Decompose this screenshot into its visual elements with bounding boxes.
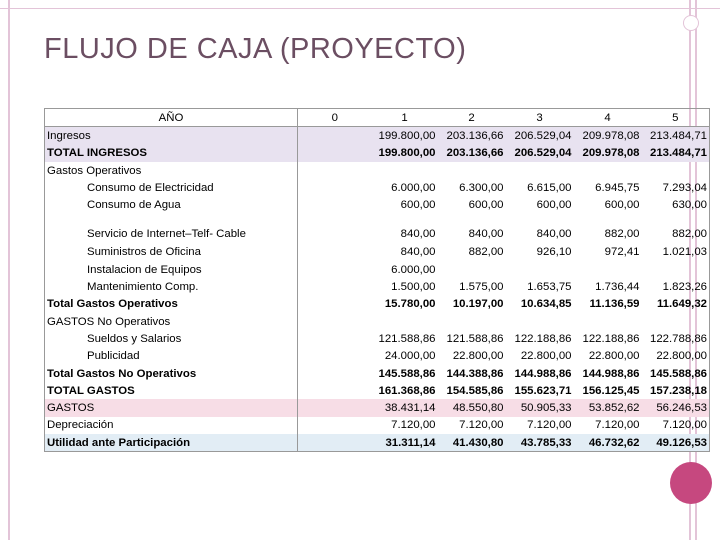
table-row — [45, 196, 710, 213]
row-value-year-5: 49.126,53 — [642, 434, 710, 452]
table-row — [45, 296, 710, 313]
row-value-year-4: 11.136,59 — [589, 298, 640, 311]
row-value-year-3: 10.634,85 — [520, 298, 572, 311]
row-value-year-1: 38.431,14 — [372, 399, 438, 416]
row-value-year-3: 926,10 — [536, 246, 572, 259]
row-label: Publicidad — [45, 348, 298, 365]
row-value-year-1: 600,00 — [400, 199, 436, 212]
row-value-year-2 — [438, 313, 506, 330]
row-value-year-1: 1.500,00 — [391, 281, 436, 294]
row-label: Servicio de Internet–Telf- Cable — [45, 214, 298, 244]
row-year-0-value — [298, 417, 372, 434]
row-value-year-1: 199.800,00 — [372, 127, 438, 145]
row-value-year-3: 6.615,00 — [527, 181, 572, 194]
row-value-year-3 — [506, 162, 574, 179]
row-value-year-5: 1.823,26 — [642, 278, 710, 295]
row-value-year-4: 209.978,08 — [574, 127, 642, 145]
row-value-year-2: 144.388,86 — [446, 367, 504, 380]
row-value-year-2: 203.136,66 — [438, 145, 506, 162]
row-value-year-4: 882,00 — [604, 227, 640, 240]
row-year-0-value — [298, 145, 372, 162]
row-year-0-value — [298, 179, 372, 196]
row-label: Instalacion de Equipos — [45, 261, 298, 278]
row-year-0-value — [298, 278, 372, 295]
frame-top-line — [0, 8, 720, 9]
table-row — [45, 244, 710, 261]
row-value-year-5: 213.484,71 — [642, 127, 710, 145]
row-year-0-value — [298, 214, 372, 244]
row-value-year-5: 22.800,00 — [642, 348, 710, 365]
table-row — [45, 348, 710, 365]
row-value-year-1: 161.368,86 — [378, 384, 436, 397]
row-value-year-3: 50.905,33 — [506, 399, 574, 416]
header-year-1: 1 — [372, 109, 438, 127]
row-label: TOTAL INGRESOS — [45, 145, 298, 162]
row-value-year-4: 600,00 — [604, 199, 640, 212]
decorative-ring — [683, 15, 699, 31]
row-value-year-2: 882,00 — [468, 246, 504, 259]
row-value-year-1: 199.800,00 — [372, 145, 438, 162]
header-year-3: 3 — [506, 109, 574, 127]
row-label: Mantenimiento Comp. — [45, 278, 298, 295]
table-row — [45, 127, 710, 145]
row-value-year-2: 1.575,00 — [459, 281, 504, 294]
row-value-year-1: 6.000,00 — [391, 181, 436, 194]
row-label: Depreciación — [45, 417, 298, 434]
row-value-year-1: 7.120,00 — [391, 419, 436, 432]
row-value-year-4: 7.120,00 — [595, 419, 640, 432]
row-value-year-5: 122.788,86 — [642, 330, 710, 347]
header-year-4: 4 — [574, 109, 642, 127]
table-row — [45, 278, 710, 295]
row-value-year-2: 600,00 — [468, 199, 504, 212]
row-year-0-value — [298, 313, 372, 330]
row-value-year-2: 22.800,00 — [452, 350, 504, 363]
row-value-year-1: 121.588,86 — [378, 332, 436, 345]
header-year-0: 0 — [298, 109, 372, 127]
row-year-0-value — [298, 399, 372, 416]
row-value-year-3: 1.653,75 — [527, 281, 572, 294]
row-value-year-4: 144.988,86 — [582, 367, 640, 380]
table-row — [45, 313, 710, 330]
row-value-year-4: 22.800,00 — [588, 350, 640, 363]
row-value-year-1: 31.311,14 — [372, 434, 438, 452]
row-value-year-2: 41.430,80 — [438, 434, 506, 452]
row-year-0-value — [298, 244, 372, 261]
row-value-year-3 — [506, 313, 574, 330]
header-year-2: 2 — [438, 109, 506, 127]
row-label: TOTAL GASTOS — [45, 382, 298, 399]
row-year-0-value — [298, 162, 372, 179]
row-value-year-5 — [642, 313, 710, 330]
row-value-year-3: 43.785,33 — [506, 434, 574, 452]
row-value-year-5: 882,00 — [642, 214, 710, 244]
row-value-year-3: 600,00 — [536, 199, 572, 212]
row-value-year-5 — [642, 261, 710, 278]
row-label: Gastos Operativos — [45, 162, 298, 179]
page-title: FLUJO DE CAJA (PROYECTO) — [44, 33, 467, 65]
row-value-year-5: 11.649,32 — [642, 296, 710, 313]
row-value-year-5: 213.484,71 — [642, 145, 710, 162]
table-row — [45, 399, 710, 416]
row-value-year-3: 155.623,71 — [514, 384, 572, 397]
row-value-year-2: 10.197,00 — [452, 298, 504, 311]
row-year-0-value — [298, 296, 372, 313]
row-value-year-4 — [574, 162, 642, 179]
header-year-label: AÑO — [45, 109, 298, 127]
row-value-year-5: 157.238,18 — [642, 382, 710, 399]
table-header-row — [45, 109, 710, 127]
row-value-year-5: 1.021,03 — [642, 244, 710, 261]
table-row — [45, 145, 710, 162]
row-value-year-1 — [372, 313, 438, 330]
row-label: GASTOS No Operativos — [45, 313, 298, 330]
row-value-year-1: 15.780,00 — [384, 298, 436, 311]
row-value-year-1: 145.588,86 — [378, 367, 436, 380]
table-row — [45, 365, 710, 382]
row-value-year-3: 206.529,04 — [506, 127, 574, 145]
row-value-year-5: 7.120,00 — [642, 417, 710, 434]
row-label: Consumo de Electricidad — [45, 179, 298, 196]
row-label: Total Gastos Operativos — [45, 296, 298, 313]
row-value-year-4: 209.978,08 — [574, 145, 642, 162]
row-value-year-3: 22.800,00 — [520, 350, 572, 363]
row-year-0-value — [298, 365, 372, 382]
row-value-year-2: 154.585,86 — [446, 384, 504, 397]
row-value-year-3: 206.529,04 — [506, 145, 574, 162]
row-value-year-1: 24.000,00 — [384, 350, 436, 363]
row-year-0-value — [298, 434, 372, 452]
row-value-year-2: 7.120,00 — [459, 419, 504, 432]
row-label: Ingresos — [45, 127, 298, 145]
row-value-year-3: 122.188,86 — [514, 332, 572, 345]
row-year-0-value — [298, 382, 372, 399]
row-value-year-5: 56.246,53 — [642, 399, 710, 416]
table-row — [45, 179, 710, 196]
table-row — [45, 434, 710, 452]
row-value-year-4: 972,41 — [604, 246, 640, 259]
table-row — [45, 214, 710, 244]
row-value-year-3: 7.120,00 — [527, 419, 572, 432]
row-label: Utilidad ante Participación — [45, 434, 298, 452]
row-value-year-4: 122.188,86 — [582, 332, 640, 345]
row-value-year-1: 840,00 — [400, 246, 436, 259]
row-value-year-4: 53.852,62 — [574, 399, 642, 416]
row-label: Total Gastos No Operativos — [45, 365, 298, 382]
header-year-5: 5 — [642, 109, 710, 127]
row-value-year-1: 6.000,00 — [391, 263, 436, 276]
row-value-year-3 — [506, 261, 574, 278]
row-value-year-5: 7.293,04 — [642, 179, 710, 196]
row-label: Suministros de Oficina — [45, 244, 298, 261]
row-value-year-5: 145.588,86 — [642, 365, 710, 382]
row-value-year-1: 840,00 — [400, 227, 436, 240]
row-value-year-2 — [438, 162, 506, 179]
decorative-dot — [670, 462, 712, 504]
row-label: Sueldos y Salarios — [45, 330, 298, 347]
table-row — [45, 162, 710, 179]
row-value-year-2 — [438, 261, 506, 278]
row-label: Consumo de Agua — [45, 196, 298, 213]
table-row — [45, 330, 710, 347]
row-year-0-value — [298, 261, 372, 278]
table-row — [45, 417, 710, 434]
row-value-year-2: 203.136,66 — [438, 127, 506, 145]
row-value-year-1 — [372, 162, 438, 179]
row-value-year-2: 6.300,00 — [459, 181, 504, 194]
row-value-year-2: 840,00 — [468, 227, 504, 240]
table-row — [45, 261, 710, 278]
cash-flow-table — [44, 108, 710, 452]
row-value-year-4 — [574, 261, 642, 278]
table-row — [45, 382, 710, 399]
row-value-year-4 — [574, 313, 642, 330]
row-value-year-2: 121.588,86 — [446, 332, 504, 345]
row-year-0-value — [298, 330, 372, 347]
row-year-0-value — [298, 127, 372, 145]
row-value-year-4: 1.736,44 — [595, 281, 640, 294]
row-value-year-4: 46.732,62 — [574, 434, 642, 452]
row-value-year-3: 840,00 — [536, 227, 572, 240]
row-value-year-3: 144.988,86 — [514, 367, 572, 380]
row-year-0-value — [298, 196, 372, 213]
row-value-year-2: 48.550,80 — [438, 399, 506, 416]
row-value-year-4: 156.125,45 — [582, 384, 640, 397]
row-value-year-5: 630,00 — [642, 196, 710, 213]
row-value-year-4: 6.945,75 — [595, 181, 640, 194]
frame-left-line — [8, 0, 10, 540]
row-value-year-5 — [642, 162, 710, 179]
row-label: GASTOS — [45, 399, 298, 416]
row-year-0-value — [298, 348, 372, 365]
